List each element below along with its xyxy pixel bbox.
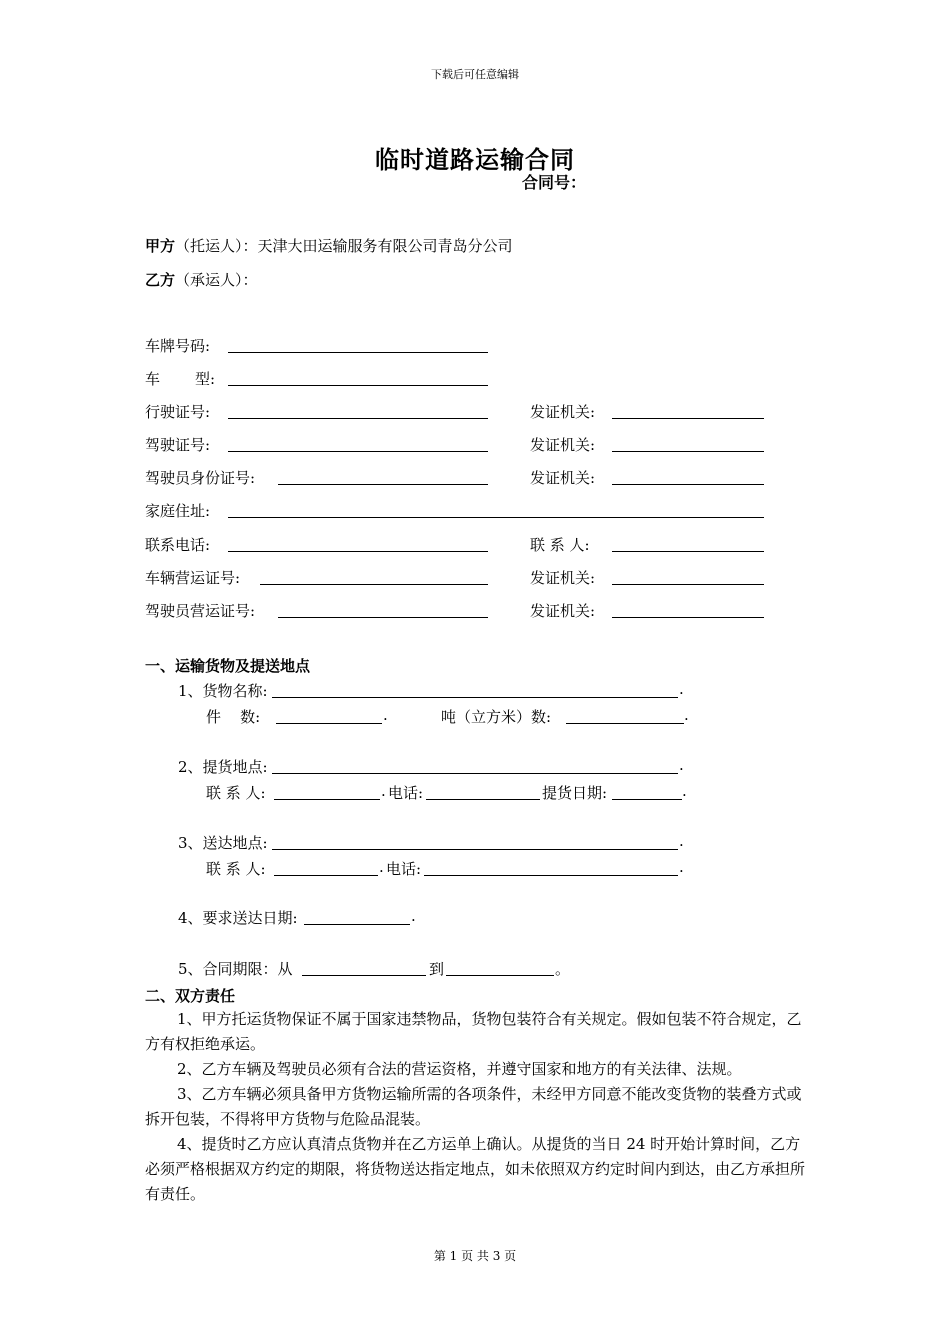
pieces-label: 件 数:	[206, 708, 261, 726]
party-a	[145, 235, 513, 256]
license-field[interactable]	[228, 418, 488, 419]
contract-number-label: 合同号：	[522, 173, 587, 192]
pickup-phone-label: 电话:	[388, 784, 424, 802]
issuer-label: 发证机关:	[530, 403, 596, 421]
pickup-phone-field[interactable]	[426, 799, 540, 800]
responsibility-paragraph-3: 3、乙方车辆必须具备甲方货物运输所需的各项条件，未经甲方同意不能改变货物的装叠方式或拆开包装，不得将甲方货物与危险品混装。	[145, 1085, 802, 1128]
vehicle-permit-label: 车辆营运证号:	[145, 569, 241, 587]
contact-label: 联 系 人:	[530, 536, 590, 554]
phone-label: 联系电话:	[145, 536, 211, 554]
pickup-date-label: 提货日期:	[542, 784, 608, 802]
issuer-label: 发证机关:	[530, 436, 596, 454]
period: .	[679, 680, 684, 698]
term-to-label: 到	[429, 960, 445, 978]
delivery-phone-label: 电话:	[386, 860, 422, 878]
delivery-phone-field[interactable]	[424, 875, 678, 876]
issuer-field[interactable]	[612, 418, 764, 419]
goods-name-field[interactable]	[272, 697, 678, 698]
party-a-label: 甲方	[145, 237, 176, 255]
tons-label: 吨（立方米）数:	[441, 708, 552, 726]
period: .	[679, 858, 684, 876]
delivery-contact-label: 联 系 人:	[206, 860, 266, 878]
period: .	[381, 782, 386, 800]
pickup-date-field[interactable]	[612, 799, 682, 800]
section-1-heading: 一、运输货物及提送地点	[145, 657, 311, 675]
period: .	[679, 832, 684, 850]
pieces-field[interactable]	[276, 723, 382, 724]
license-label: 行驶证号:	[145, 403, 211, 421]
issuer-label: 发证机关:	[530, 602, 596, 620]
goods-name-label: 1、货物名称:	[178, 682, 268, 700]
page-footer: 第 1 页 共 3 页	[433, 1249, 517, 1263]
model-label-a: 车	[145, 370, 161, 388]
responsibility-paragraph-1: 1、甲方托运货物保证不属于国家违禁物品，货物包装符合有关规定。假如包装不符合规定，乙方有权拒绝承运。	[145, 1010, 802, 1053]
period: .	[383, 706, 388, 724]
delivery-contact-field[interactable]	[274, 875, 378, 876]
address-field[interactable]	[228, 517, 764, 518]
vehicle-permit-field[interactable]	[260, 584, 488, 585]
tons-field[interactable]	[566, 723, 684, 724]
header-note: 下载后可任意编辑	[431, 68, 519, 81]
issuer-label: 发证机关:	[530, 469, 596, 487]
delivery-place-field[interactable]	[272, 849, 678, 850]
driver-id-label: 驾驶员身份证号:	[145, 469, 256, 487]
term-from-field[interactable]	[302, 975, 426, 976]
period: .	[379, 858, 384, 876]
driver-permit-label: 驾驶员营运证号:	[145, 602, 256, 620]
period: .	[411, 907, 416, 925]
issuer-field[interactable]	[612, 451, 764, 452]
pickup-place-label: 2、提货地点:	[178, 758, 268, 776]
issuer-field[interactable]	[612, 584, 764, 585]
issuer-field[interactable]	[612, 617, 764, 618]
driver-id-field[interactable]	[278, 484, 488, 485]
party-a-value: 天津大田运输服务有限公司青岛分公司	[257, 237, 513, 255]
plate-label: 车牌号码:	[145, 337, 211, 355]
term-to-field[interactable]	[446, 975, 554, 976]
pickup-contact-label: 联 系 人:	[206, 784, 266, 802]
delivery-place-label: 3、送达地点:	[178, 834, 268, 852]
party-b	[145, 269, 258, 290]
responsibility-paragraph-2: 2、乙方车辆及驾驶员必须有合法的营运资格，并遵守国家和地方的有关法律、法规。	[177, 1060, 742, 1078]
phone-field[interactable]	[228, 551, 488, 552]
plate-field[interactable]	[228, 352, 488, 353]
period: .	[679, 756, 684, 774]
period: .	[682, 782, 687, 800]
pickup-contact-field[interactable]	[274, 799, 380, 800]
pickup-place-field[interactable]	[272, 773, 678, 774]
period: .	[684, 706, 689, 724]
party-b-role: （承运人）：	[175, 271, 258, 289]
driver-permit-field[interactable]	[278, 617, 488, 618]
required-date-field[interactable]	[304, 924, 410, 925]
driver-license-label: 驾驶证号:	[145, 436, 211, 454]
responsibility-paragraph-4: 4、提货时乙方应认真清点货物并在乙方运单上确认。从提货的当日 24 时开始计算时间，乙方必须严格根据双方约定的期限，将货物送达指定地点，如未依照双方约定时间内到达，由乙方承担所有责任。	[145, 1135, 806, 1203]
model-label-b: 型:	[195, 370, 216, 388]
party-a-role: （托运人）：	[175, 237, 258, 255]
required-date-label: 4、要求送达日期:	[178, 909, 298, 927]
party-b-label: 乙方	[145, 271, 176, 289]
address-label: 家庭住址:	[145, 502, 211, 520]
document-title: 临时道路运输合同	[375, 145, 575, 174]
section-2-heading: 二、双方责任	[145, 987, 236, 1005]
full-stop: 。	[555, 960, 571, 978]
issuer-label: 发证机关:	[530, 569, 596, 587]
driver-license-field[interactable]	[228, 451, 488, 452]
contact-field[interactable]	[612, 551, 764, 552]
model-field[interactable]	[228, 385, 488, 386]
issuer-field[interactable]	[612, 484, 764, 485]
contract-term-label: 5、合同期限：从	[178, 960, 293, 978]
